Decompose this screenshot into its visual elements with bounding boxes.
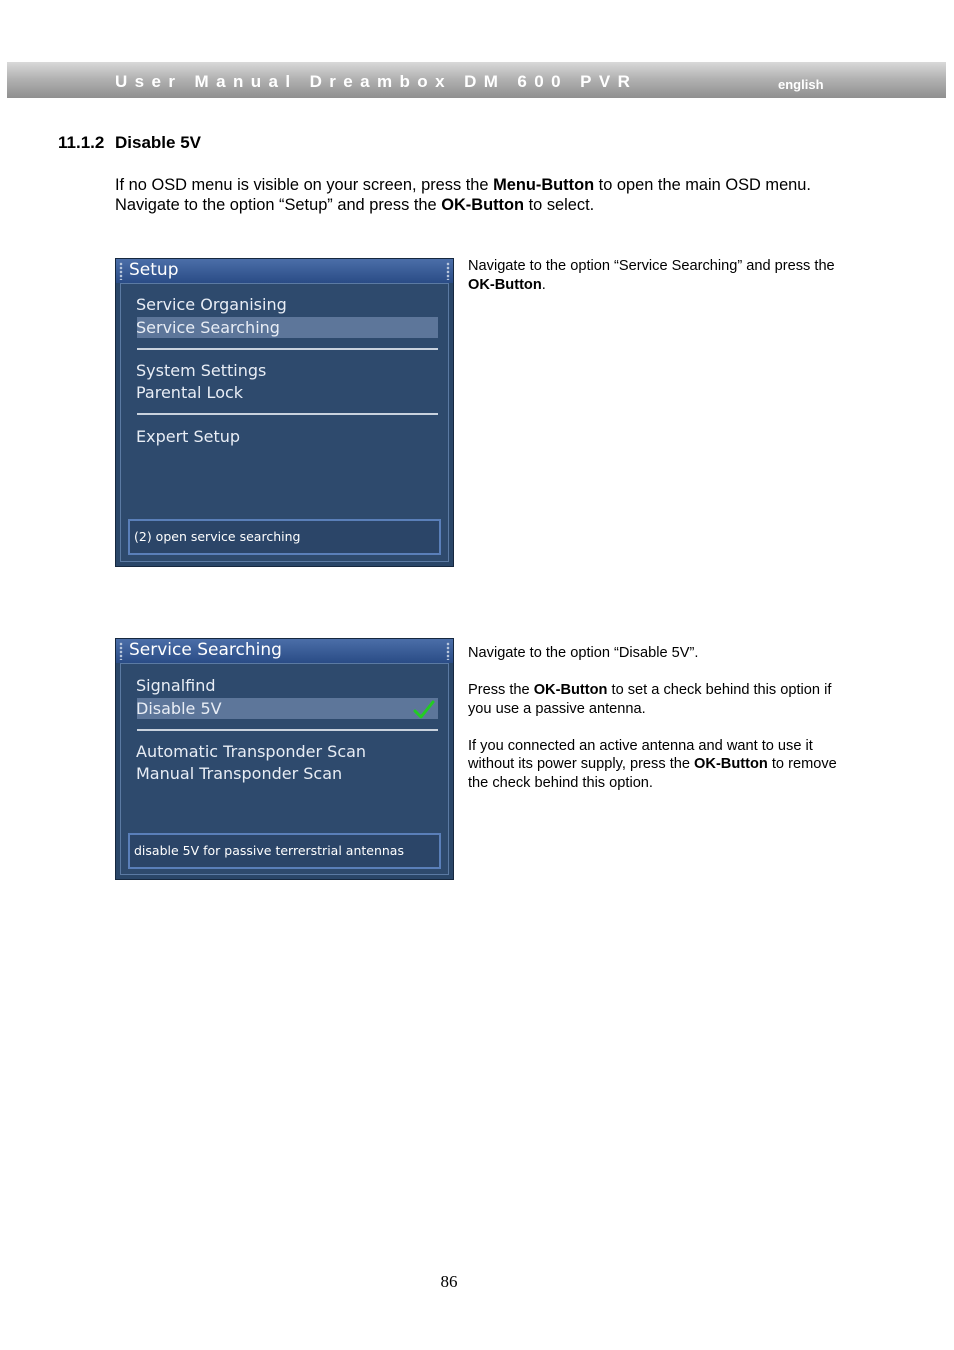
- osd-status-bar: [128, 519, 441, 555]
- note-service-searching: [468, 257, 848, 294]
- menu-divider: [137, 413, 438, 415]
- osd-title: Service Searching: [129, 640, 282, 660]
- menu-item-service-searching[interactable]: Service Searching: [136, 318, 280, 337]
- menu-item-manual-transponder-scan[interactable]: Manual Transponder Scan: [136, 764, 343, 783]
- osd-title: Setup: [129, 260, 179, 280]
- note-text: Press the: [468, 682, 534, 698]
- osd-menu-panel: [120, 283, 449, 562]
- menu-item-parental-lock[interactable]: Parental Lock: [136, 383, 244, 402]
- note-text: to remove the check behind this option.: [468, 756, 837, 791]
- checkmark-icon: [413, 700, 435, 720]
- section-title: Disable 5V: [115, 133, 201, 152]
- note-paragraph: [468, 644, 848, 663]
- osd-status-text: (2) open service searching: [134, 529, 301, 544]
- intro-text: to open the main OSD menu. Navigate to the option “Setup” and press the: [115, 176, 811, 214]
- intro-text: to select.: [524, 196, 595, 214]
- osd-status-text: disable 5V for passive terrerstrial antennas: [134, 843, 404, 858]
- note-disable-5v: [468, 644, 848, 792]
- note-paragraph: [468, 681, 848, 718]
- menu-item-disable-5v[interactable]: Disable 5V: [136, 699, 222, 718]
- osd-status-bar: [128, 833, 441, 869]
- osd-service-searching-screenshot: [115, 638, 454, 880]
- osd-setup-screenshot: [115, 258, 454, 567]
- ok-button-term: OK-Button: [533, 682, 608, 698]
- intro-text: If no OSD menu is visible on your screen, press the: [115, 176, 494, 194]
- page-number: 86: [440, 1272, 458, 1291]
- menu-item-system-settings[interactable]: System Settings: [136, 361, 267, 380]
- grip-icon: [446, 262, 450, 280]
- language-label: english: [778, 77, 824, 92]
- ok-button-term: OK-Button: [441, 196, 525, 214]
- menu-divider: [137, 348, 438, 350]
- note-paragraph: [468, 737, 848, 793]
- osd-menu-panel: [120, 663, 449, 875]
- osd-titlebar: [116, 259, 453, 283]
- osd-titlebar: [116, 639, 453, 663]
- ok-button-term: OK-Button: [468, 276, 542, 293]
- note-text: If you connected an active antenna and want to use it without its power supply, press the: [468, 737, 813, 772]
- menu-item-signalfind[interactable]: Signalfind: [136, 676, 216, 695]
- menu-item-automatic-transponder-scan[interactable]: Automatic Transponder Scan: [136, 742, 367, 761]
- note-text: .: [541, 276, 546, 293]
- header-bar: [7, 62, 946, 98]
- section-number: 11.1.2: [58, 133, 105, 152]
- note-text: Navigate to the option “Disable 5V”.: [468, 645, 699, 661]
- grip-icon: [119, 642, 123, 660]
- note-text: Navigate to the option “Service Searching” and press the: [468, 258, 835, 274]
- ok-button-term: OK-Button: [694, 756, 768, 772]
- note-text: to set a check behind this option if you use a passive antenna.: [468, 682, 832, 717]
- menu-item-expert-setup[interactable]: Expert Setup: [136, 427, 241, 446]
- menu-item-service-organising[interactable]: Service Organising: [136, 295, 287, 314]
- manual-title: User Manual Dreambox DM 600 PVR: [115, 72, 638, 91]
- grip-icon: [119, 262, 123, 280]
- menu-divider: [137, 729, 438, 731]
- grip-icon: [446, 642, 450, 660]
- menu-button-term: Menu-Button: [493, 176, 595, 194]
- intro-paragraph: [115, 175, 835, 215]
